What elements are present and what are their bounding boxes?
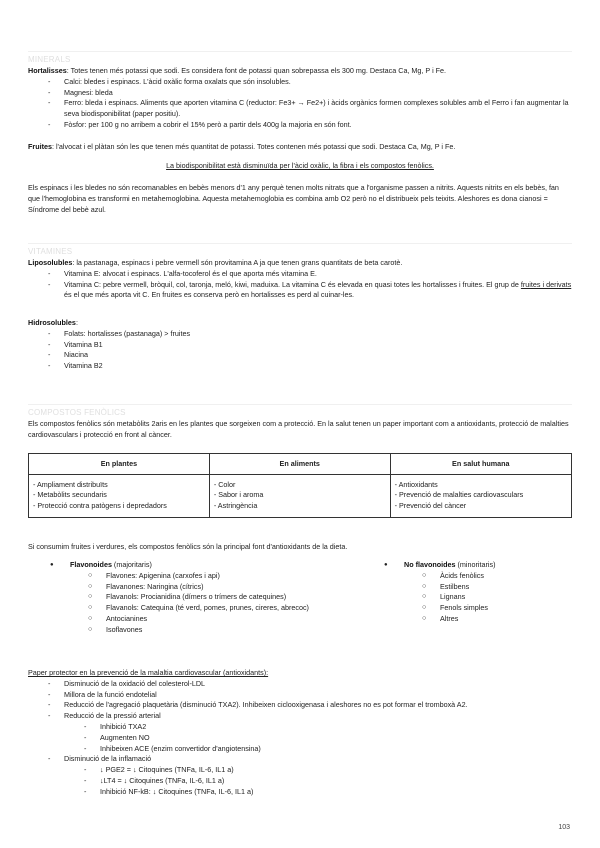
cardio-list <box>28 679 572 722</box>
list-item: - Folats: hortalisses (pastanaga) > fruites <box>28 329 572 340</box>
no-flavonoides-column <box>362 560 572 625</box>
list-item: - Calci: bledes i espinacs. L'àcid oxàlic forma oxalats que són insolubles. <box>28 77 572 88</box>
hidrosolubles-label: Hidrosolubles: <box>28 318 78 327</box>
no-flavonoides-list <box>362 571 572 625</box>
list-item: ○ Flavanols: Procianidina (dímers o trímers de catequines) <box>28 592 358 603</box>
section-minerals <box>28 51 572 131</box>
list-item: - Vitamina B2 <box>28 361 572 372</box>
list-item: - Reducció de la pressió arterial <box>28 711 572 722</box>
list-item: ○ Isoflavones <box>28 625 358 636</box>
flavonoides-columns <box>28 560 572 656</box>
page-number: 103 <box>558 824 570 831</box>
fenolics-table <box>28 453 572 518</box>
list-item: ○ Flavanones: Naringina (cítrics) <box>28 582 358 593</box>
list-item: - Reducció de l'agregació plaquetària (disminució TXA2). Inhibeixen ciclooxigenasa i aleshores no es pot formar el tromboxà A2. <box>28 700 572 711</box>
list-item: ○ Flavones: Apigenina (carxofes i api) <box>28 571 358 582</box>
list-item: ○ Fenols simples <box>362 603 572 614</box>
hidrosolubles-block <box>28 318 572 372</box>
list-item: - Vitamina C: pebre vermell, bròquil, col, taronja, meló, kiwi, maduixa. La vitamina C és elevada en quasi totes les hortalisses i fruites. El grup de fruites i derivats és el que més aporta vit C. En fruites es conserva però en hortalisses es perd al cuinar-les. <box>28 280 572 302</box>
minerals-list <box>28 77 572 131</box>
table-cell: - Antioxidants - Prevenció de malalties cardiovasculars - Prevenció del càncer <box>390 475 571 518</box>
pressio-sublist <box>28 722 572 754</box>
consum-paragraph: Si consumim fruites i verdures, els compostos fenòlics són la principal font d'antioxidants de la dieta. <box>28 542 348 551</box>
flavonoides-column <box>28 560 358 636</box>
table-header: En salut humana <box>390 454 571 475</box>
list-item: - Millora de la funció endotelial <box>28 690 572 701</box>
nitrats-paragraph: Els espinacs i les bledes no són recomanables en bebès menors d'1 any perquè tenen molts nitrats que a l'organisme passen a nitrits. Aquests nitrits en els bebès, fan que l'hemoglobina es transformi en metahemoglobina. Aquesta metahemoglobia es combina amb O2 però no el distribueix pels teixits. Aleshores es dona cianosi = Síndrome del bebè azul. <box>28 183 559 214</box>
section-title-minerals: MINERALS <box>28 51 572 66</box>
list-item: - Disminució de la inflamació <box>28 754 572 765</box>
list-item: - Vitamina B1 <box>28 340 572 351</box>
list-item: ○ Lignans <box>362 592 572 603</box>
list-item: - Ferro: bleda i espinacs. Aliments que aporten vitamina C (reductor: Fe3+ → Fe2+) i àcids orgànics formen complexes solubles amb el Ferro i fan augmentar la seva biodisponibilitat (paper positiu). <box>28 98 572 120</box>
biodisponibilitat-note: La biodisponibilitat està disminuïda per l'àcid oxàlic, la fibra i els compostos fenòlics. <box>166 161 434 170</box>
section-cardio <box>28 668 572 798</box>
fenolics-intro: Els compostos fenòlics són metabòlits 2aris en les plantes que sorgeixen com a protecció. En la salut tenen un paper important com a antioxidants, protecció de malalties cardiovasculars i protecció en front al càncer. <box>28 419 569 439</box>
liposolubles-paragraph: Liposolubles: la pastanaga, espinacs i pebre vermell són provitamina A ja que tenen grans quantitats de beta carotè. <box>28 258 403 267</box>
hidrosolubles-list <box>28 329 572 372</box>
hortalisses-paragraph: Hortalisses: Totes tenen més potassi que sodi. Es considera font de potassi quan sobrepassa els 300 mg. Destaca Ca, Mg, P i Fe. <box>28 66 447 75</box>
list-item: - Inhibeixen ACE (enzim convertidor d'angiotensina) <box>28 744 572 755</box>
table-header: En plantes <box>29 454 210 475</box>
list-item: ○ Àcids fenòlics <box>362 571 572 582</box>
list-item: - Inhibició NF-kB: ↓ Citoquines (TNFa, IL-6, IL1 a) <box>28 787 572 798</box>
cardio-title: Paper protector en la prevenció de la malaltia cardiovascular (antioxidants): <box>28 668 269 677</box>
section-title-vitamines: VITAMINES <box>28 243 572 258</box>
list-item: ○ Altres <box>362 614 572 625</box>
list-item: - Inhibició TXA2 <box>28 722 572 733</box>
table-header: En aliments <box>209 454 390 475</box>
list-item: - Fòsfor: per 100 g no arribem a cobrir el 15% però a partir dels 400g la majoria en són font. <box>28 120 572 131</box>
fruites-paragraph: Fruites: l'alvocat i el plàtan són les que tenen més quantitat de potassi. Totes contenen més potassi que sodi. Destaca Ca, Mg, P i Fe. <box>28 142 456 151</box>
list-item: - ↓ PGE2 = ↓ Citoquines (TNFa, IL-6, IL1 a) <box>28 765 572 776</box>
inflamacio-list <box>28 754 572 765</box>
list-item: - Augmenten NO <box>28 733 572 744</box>
list-item: - Niacina <box>28 350 572 361</box>
list-item: ○ Flavanols: Catequina (té verd, pomes, prunes, cireres, abrecoc) <box>28 603 358 614</box>
no-flavonoides-heading: ● No flavonoides (minoritaris) <box>362 560 572 571</box>
flavonoides-heading: ● Flavonoides (majoritaris) <box>28 560 358 571</box>
section-vitamines <box>28 243 572 301</box>
liposolubles-list <box>28 269 572 301</box>
table-cell: - Ampliament distribuïts - Metabòlits secundaris - Protecció contra patògens i depredadors <box>29 475 210 518</box>
section-fenolics <box>28 404 572 441</box>
inflamacio-sublist <box>28 765 572 797</box>
list-item: - Magnesi: bleda <box>28 88 572 99</box>
flavonoides-list <box>28 571 358 636</box>
table-cell: - Color - Sabor i aroma - Astringència <box>209 475 390 518</box>
section-title-fenolics: COMPOSTOS FENÒLICS <box>28 404 572 419</box>
list-item: ○ Antocianines <box>28 614 358 625</box>
list-item: - ↓LT4 = ↓ Citoquines (TNFa, IL-6, IL1 a) <box>28 776 572 787</box>
list-item: - Vitamina E: alvocat i espinacs. L'alfa-tocoferol és el que aporta més vitamina E. <box>28 269 572 280</box>
list-item: ○ Estilbens <box>362 582 572 593</box>
list-item: - Disminució de la oxidació del colesterol-LDL <box>28 679 572 690</box>
